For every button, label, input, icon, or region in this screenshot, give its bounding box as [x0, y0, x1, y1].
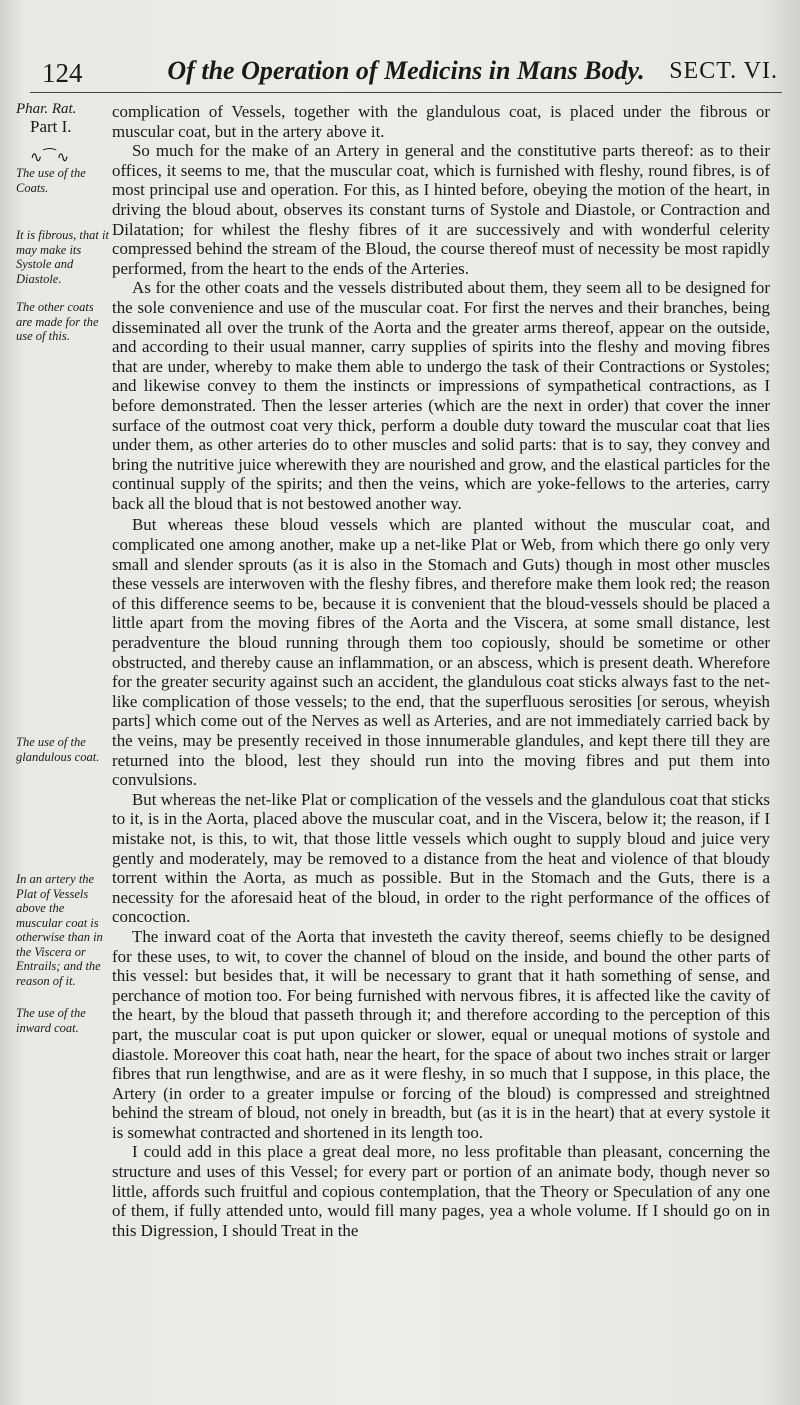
margin-phar-rat: Phar. Rat. — [16, 101, 77, 117]
paragraph-2: So much for the make of an Artery in general and the constitutive parts thereof: as to their offices, it seems to me, that the muscular coat, which is furnished with fleshy, round fibres, is of most principal use and operation. For this, as I hinted before, obeying the motion of the heart, in driving the bloud about, observes its constant turns of Systole and Diastole, or Contraction and Dilatation; for whilest the fleshy fibres of it are successively and with wonderful celerity compressed behind the stream of the Bloud, the course thereof must of necessity be most rapidly performed, from the heart to the ends of the Arteries. — [112, 141, 770, 278]
paragraph-7: I could add in this place a great deal more, no less profitable than pleasant, concerning the structure and uses of this Vessel; for every part or portion of an animate body, though never so little, affords such fruitful and copious contemplation, that the Theory or Speculation of any one of them, if fully attended unto, would fill many pages, yea a whole volume. If I should go on in this Digression, I should Treat in the — [112, 1142, 770, 1240]
margin-note-fibrous: It is fibrous, that it may make its Systole and Diastole. — [16, 228, 109, 286]
paragraph-4: But whereas these bloud vessels which are planted without the muscular coat, and complicated one among another, make up a net-like Plat or Web, from which there go only very small and slender sprouts (as it is also in the Stomach and Guts) though in most other muscles these vessels are interwoven with the fleshy fibres, and therefore make them look red; the reason of this difference seems to be, because it is convenient that the bloud-vessels should be placed a little apart from the moving fibres of the Aorta and the Viscera, at some small distance, lest peradventure the bloud running through them too copiously, should be sometime or other obstructed, and thereby cause an inflammation, or an abscess, which is present death. Wherefore for the greater security against such an accident, the glandulous coat sticks always fast to the net-like complication of those vessels; to the end, that the superfluous serosities [or serous, wheyish parts] which come out of the Nerves as well as Arteries, and are not immediately carried back by the veins, may be presently received in those innumerable glandules, and kept there till they are returned into the blood, lest they should run into the moving fibres and put them into convulsions. — [112, 515, 770, 790]
running-title: Of the Operation of Medicins in Mans Body. — [167, 56, 645, 85]
margin-note-use-of-coats: The use of the Coats. — [16, 166, 86, 195]
margin-note-plat-of-vessels: In an artery the Plat of Vessels above the muscular coat is otherwise than in the Viscera or Entrails; and the reason of it. — [16, 872, 103, 988]
paragraph-3: As for the other coats and the vessels distributed about them, they seem all to be designed for the sole convenience and use of the muscular coat. For first the nerves and their branches, being disseminated all over the trunk of the Aorta and the greater arms thereof, appear on the outside, and according to their usual manner, carry supplies of spirits into the fleshy and moving fibres that are under, whereby to make them able to undergo the task of their Contractions or Systoles; and likewise convey to them the instincts or impressions of sympathetical contractions, as I before demonstrated. Then the lesser arteries (which are the next in order) that cover the inner surface of the outmost coat very thick, perform a double duty toward the muscular coat that lies under them, as other arteries do to other muscles and solid parts: that is to say, they convey and bring the nutritive juice wherewith they are nourished and grow, and the elastical particles for the continual supply of the spirits; and then the veins, which are yoke-fellows to the arteries, carry back all the bloud that is not bestowed another way. — [112, 278, 770, 513]
margin-note-inward-coat: The use of the inward coat. — [16, 1006, 86, 1035]
paragraph-1: complication of Vessels, together with the glandulous coat, is placed under the fibrous or muscular coat, but in the artery above it. — [112, 102, 770, 141]
margin-note-other-coats: The other coats are made for the use of this. — [16, 300, 99, 343]
paragraph-5: But whereas the net-like Plat or complication of the vessels and the glandulous coat that sticks to it, is in the Aorta, placed above the muscular coat, and in the Viscera, below it; the reason, if I mistake not, is this, to wit, that those little vessels which ought to supply bloud and juice very gently and moderately, may be removed to a distance from the heat and violence of that bloudy torrent within the Aorta, as much as possible. But in the Stomach and the Guts, there is a necessity for the aforesaid heat of the bloud, in order to the right performance of the offices of concoction. — [112, 789, 770, 927]
page-header — [30, 52, 782, 93]
page-number: 124 — [42, 58, 83, 88]
ornament-icon: ∿⁀∿ — [30, 150, 71, 166]
margin-note-glandulous-coat: The use of the glandulous coat. — [16, 735, 100, 764]
margin-part: Part I. — [30, 117, 72, 136]
section-label: SECT. VI. — [669, 58, 778, 84]
margin-notes — [16, 100, 112, 1390]
paragraph-6: The inward coat of the Aorta that investeth the cavity thereof, seems chiefly to be designed for these uses, to wit, to cover the channel of bloud on the inside, and bound the other parts of this vessel: but besides that, it will be necessary to grant that it hath something of sense, and perchance of motion too. For being furnished with nervous fibres, it is affected like the cavity of the heart, by the bloud that passeth through it; and therefore according to the perception of this part, the muscular coat is put upon quicker or slower, equal or unequal motions of systole and diastole. Moreover this coat hath, near the heart, for the space of about two inches strait or larger fibres that run lengthwise, and are as it were fleshy, in so much that I suppose, in this place, the Artery (in order to a greater impulse or forcing of the bloud) is compressed and streightned behind the stream of bloud, not onely in breadth, but (as it is in the heart) that at every systole it is somewhat contracted and shortened in its length too. — [112, 926, 770, 1142]
main-text — [112, 102, 770, 1240]
